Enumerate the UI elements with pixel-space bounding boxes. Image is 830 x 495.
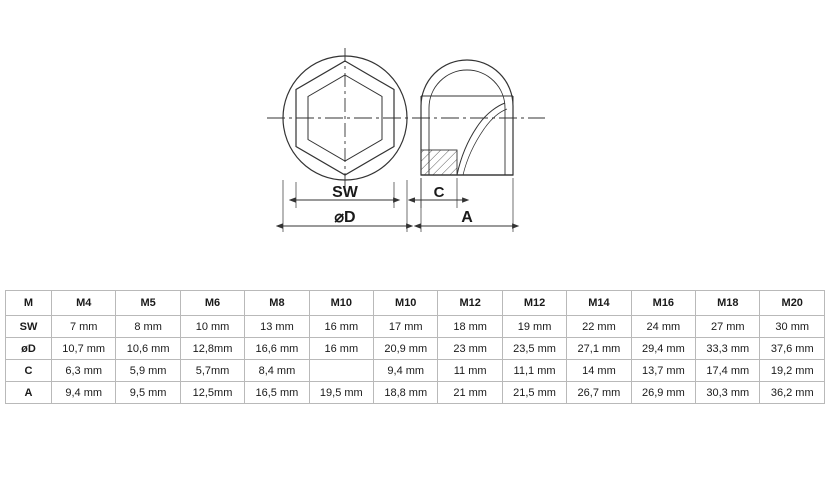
table-cell: 17,4 mm [696, 360, 760, 382]
table-cell: 10 mm [180, 316, 244, 338]
table-cell: 20,9 mm [374, 338, 438, 360]
table-cell: 21 mm [438, 382, 502, 404]
table-header-cell: M20 [760, 291, 825, 316]
table-cell: 33,3 mm [696, 338, 760, 360]
front-view-group [283, 48, 407, 232]
diameter-d-label: ⌀D [334, 209, 356, 226]
row-header-c: C [6, 360, 52, 382]
specification-table [5, 290, 825, 404]
table-cell: 12,8mm [180, 338, 244, 360]
table-cell: 21,5 mm [502, 382, 566, 404]
table-cell: 18,8 mm [374, 382, 438, 404]
table-cell: 8 mm [116, 316, 180, 338]
table-header-cell: M16 [631, 291, 695, 316]
c-label: C [433, 184, 445, 201]
table-cell: 9,5 mm [116, 382, 180, 404]
table-cell: 13 mm [245, 316, 309, 338]
table-cell: 16 mm [309, 338, 373, 360]
table-cell: 9,4 mm [374, 360, 438, 382]
table-cell: 14 mm [567, 360, 631, 382]
table-cell: 5,7mm [180, 360, 244, 382]
table-cell [309, 360, 373, 382]
table-cell: 26,9 mm [631, 382, 695, 404]
table-cell: 19,5 mm [309, 382, 373, 404]
table-cell: 10,7 mm [52, 338, 116, 360]
table-cell: 6,3 mm [52, 360, 116, 382]
table-cell: 13,7 mm [631, 360, 695, 382]
table-cell: 24 mm [631, 316, 695, 338]
table-header-row [6, 291, 825, 316]
table-cell: 16,5 mm [245, 382, 309, 404]
table-cell: 27,1 mm [567, 338, 631, 360]
table-row [6, 316, 825, 338]
thread-hatch-region [421, 150, 457, 175]
table-header-cell: M5 [116, 291, 180, 316]
table-cell: 5,9 mm [116, 360, 180, 382]
table-cell: 30 mm [760, 316, 825, 338]
table-cell: 11 mm [438, 360, 502, 382]
drawing-svg [255, 30, 575, 240]
table-head [6, 291, 825, 316]
table-cell: 29,4 mm [631, 338, 695, 360]
row-header-sw: SW [6, 316, 52, 338]
table-cell: 26,7 mm [567, 382, 631, 404]
a-label: A [461, 209, 473, 226]
table-cell: 37,6 mm [760, 338, 825, 360]
table-cell: 9,4 mm [52, 382, 116, 404]
table-cell: 27 mm [696, 316, 760, 338]
table-header-cell: M8 [245, 291, 309, 316]
table-cell: 19 mm [502, 316, 566, 338]
table-row [6, 382, 825, 404]
row-header-diameter-d: øD [6, 338, 52, 360]
table-cell: 30,3 mm [696, 382, 760, 404]
table-cell: 16 mm [309, 316, 373, 338]
table-cell: 7 mm [52, 316, 116, 338]
table-header-cell: M10 [309, 291, 373, 316]
table-header-cell: M [6, 291, 52, 316]
specification-table-wrapper [5, 290, 825, 404]
table-cell: 16,6 mm [245, 338, 309, 360]
thread-profile-curve-2 [463, 109, 507, 175]
section-view-group [415, 60, 513, 232]
table-cell: 23,5 mm [502, 338, 566, 360]
table-header-cell: M12 [502, 291, 566, 316]
table-row [6, 338, 825, 360]
table-body [6, 316, 825, 404]
table-row [6, 360, 825, 382]
table-cell: 11,1 mm [502, 360, 566, 382]
table-cell: 22 mm [567, 316, 631, 338]
table-header-cell: M14 [567, 291, 631, 316]
table-header-cell: M6 [180, 291, 244, 316]
table-cell: 8,4 mm [245, 360, 309, 382]
row-header-a: A [6, 382, 52, 404]
table-header-cell: M10 [374, 291, 438, 316]
table-header-cell: M4 [52, 291, 116, 316]
table-cell: 36,2 mm [760, 382, 825, 404]
sw-label: SW [332, 184, 358, 201]
table-cell: 12,5mm [180, 382, 244, 404]
table-cell: 23 mm [438, 338, 502, 360]
table-cell: 17 mm [374, 316, 438, 338]
table-header-cell: M18 [696, 291, 760, 316]
table-cell: 19,2 mm [760, 360, 825, 382]
table-cell: 10,6 mm [116, 338, 180, 360]
table-cell: 18 mm [438, 316, 502, 338]
table-header-cell: M12 [438, 291, 502, 316]
